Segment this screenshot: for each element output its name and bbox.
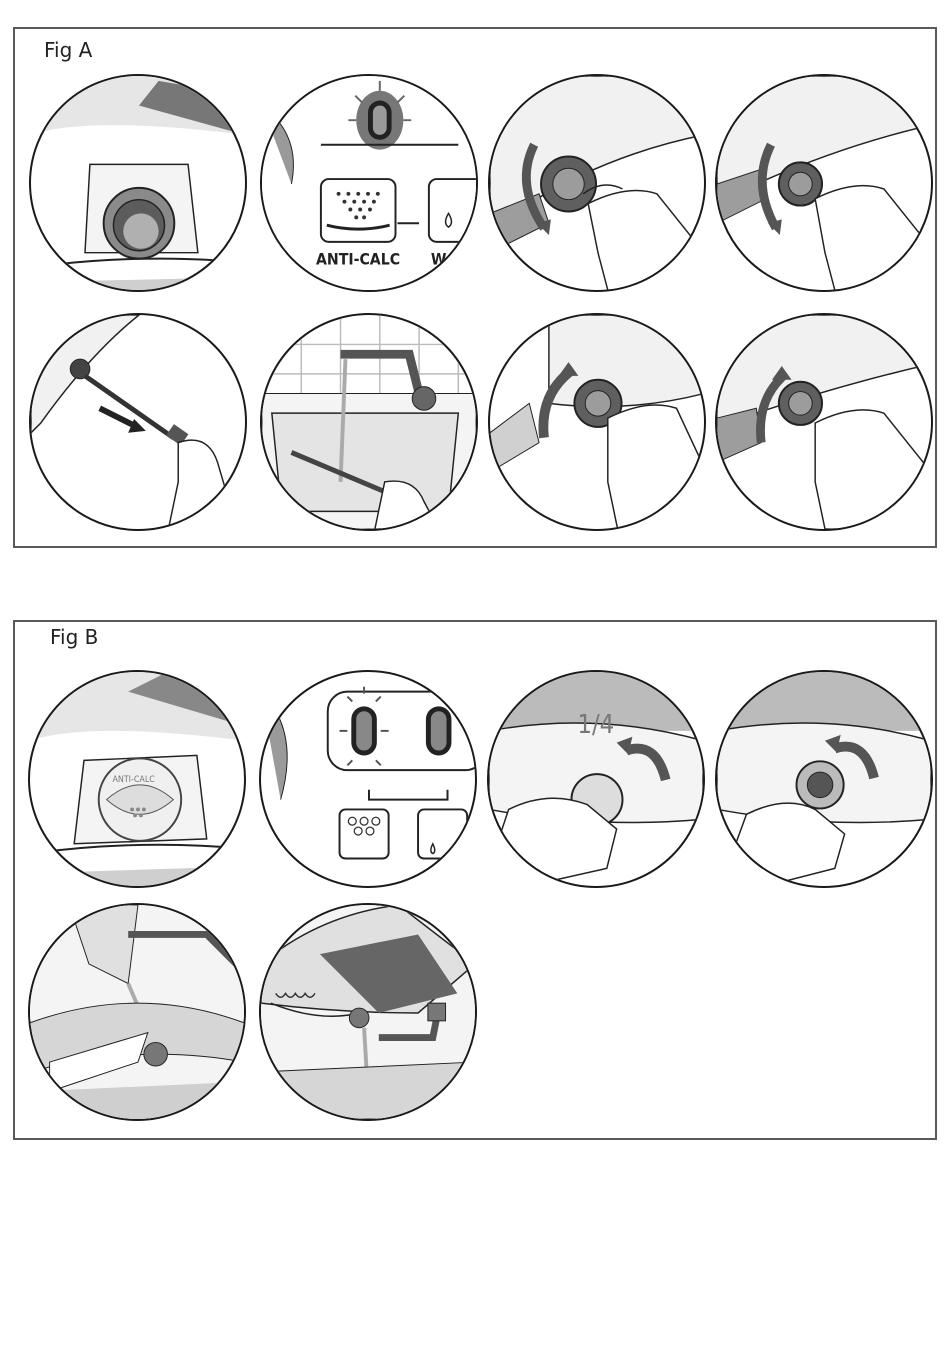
fig-b-panel [13, 620, 937, 1140]
fig-a-step-2 [260, 74, 478, 292]
fig-a-step-5 [29, 313, 247, 531]
fig-b-label: Fig B [50, 625, 99, 649]
fig-a-step-3 [488, 74, 706, 292]
fig-a-step-4 [715, 74, 933, 292]
fig-b-step-5 [28, 903, 246, 1121]
partial-label: W [430, 249, 447, 269]
fig-a-step-6 [260, 313, 478, 531]
fig-b-step-2 [259, 670, 477, 888]
fig-b-step-1 [28, 670, 246, 888]
fig-a-label: Fig A [44, 38, 93, 62]
fig-b-step-6 [259, 903, 477, 1121]
fig-a-step-1 [29, 74, 247, 292]
fig-b-step-4 [715, 670, 933, 888]
anti-calc-cap-text: ANTI-CALC [112, 774, 155, 785]
fig-a-step-7 [488, 313, 706, 531]
fig-b-step-3 [487, 670, 705, 888]
quarter-turn-label: 1/4 [577, 709, 615, 740]
fig-a-panel [13, 27, 937, 548]
anti-calc-label: ANTI-CALC [315, 249, 401, 269]
fig-a-step-8 [715, 313, 933, 531]
